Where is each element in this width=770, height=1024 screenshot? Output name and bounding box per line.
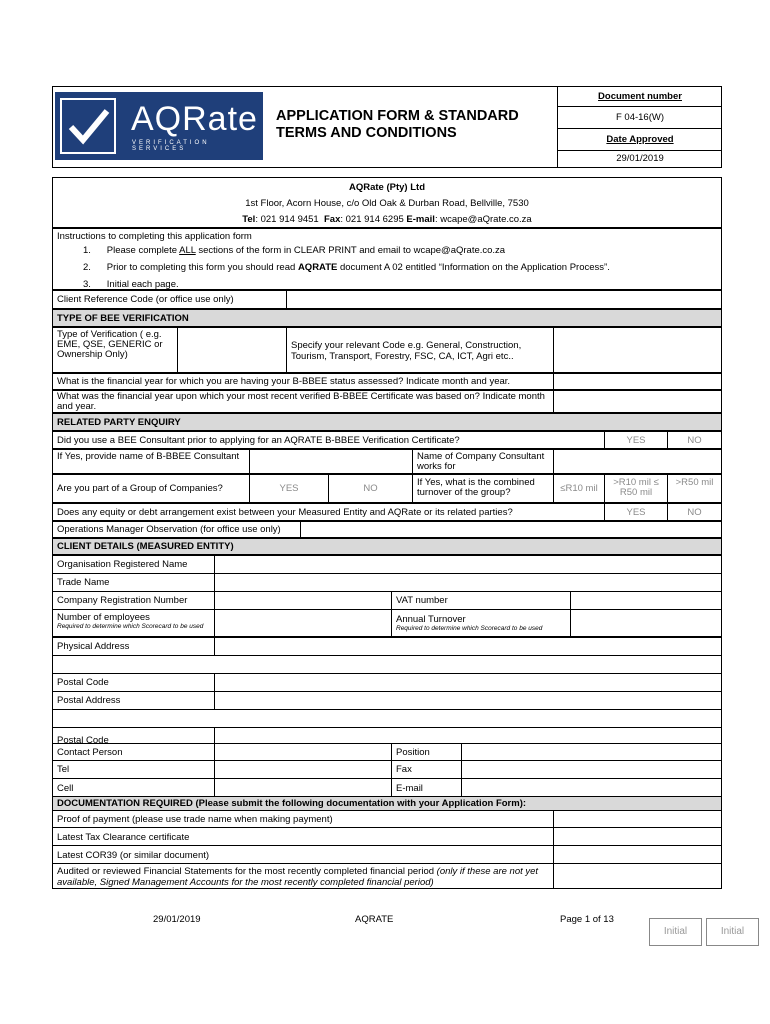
tel-label: Tel xyxy=(52,760,215,779)
document-title: APPLICATION FORM & STANDARD TERMS AND CONDITIONS xyxy=(276,108,519,141)
consultant-name-field[interactable] xyxy=(249,449,413,474)
position-label: Position xyxy=(391,743,462,761)
group-no-option[interactable]: NO xyxy=(328,474,413,503)
proof-payment-label: Proof of payment (please use trade name when making payment) xyxy=(52,810,554,828)
bee-heading: TYPE OF BEE VERIFICATION xyxy=(52,309,722,327)
doc-number: F 04-16(W) xyxy=(558,107,722,129)
turnover-option-2[interactable]: >R10 mil ≤ R50 mil xyxy=(604,474,668,503)
tax-clearance-field[interactable] xyxy=(553,827,722,846)
cor39-label: Latest COR39 (or similar document) xyxy=(52,845,554,864)
financial-year-question: What is the financial year for which you are having your B-BBEE status assessed? Indicate month and year. xyxy=(52,373,554,390)
date-approved: 29/01/2019 xyxy=(616,153,664,164)
turnover-option-1[interactable]: ≤R10 mil xyxy=(553,474,605,503)
contact-person-label: Contact Person xyxy=(52,743,215,761)
fax-field[interactable] xyxy=(461,760,722,779)
trade-name-label: Trade Name xyxy=(52,573,215,592)
consultant-no-option[interactable]: NO xyxy=(667,431,722,449)
code-label: Specify your relevant Code e.g. General, Construction, Tourism, Transport, Forestry, FSC, CA, ICT, Agri etc.. xyxy=(286,327,554,373)
org-name-label: Organisation Registered Name xyxy=(52,555,215,574)
reg-number-field[interactable] xyxy=(214,591,392,610)
ops-observation-label: Operations Manager Observation (for office use only) xyxy=(52,521,301,538)
logo-text: AQRate xyxy=(131,100,258,138)
physical-address-line-2[interactable] xyxy=(52,655,722,674)
physical-address-label: Physical Address xyxy=(52,637,215,656)
group-question: Are you part of a Group of Companies? xyxy=(52,474,250,503)
instruction-1: 1. Please complete ALL sections of the form in CLEAR PRINT and email to wcape@aQrate.co.za xyxy=(83,245,506,256)
consultant-company-field[interactable] xyxy=(553,449,722,474)
cell-label: Cell xyxy=(52,778,215,797)
proof-payment-field[interactable] xyxy=(553,810,722,828)
turnover-question: If Yes, what is the combined turnover of the group? xyxy=(412,474,554,503)
reg-number-label: Company Registration Number xyxy=(52,591,215,610)
equity-yes-option[interactable]: YES xyxy=(604,503,668,521)
tel-field[interactable] xyxy=(214,760,392,779)
postal-address-label: Postal Address xyxy=(52,691,215,710)
turnover-option-3[interactable]: >R50 mil xyxy=(667,474,722,503)
instruction-2: 2. Prior to completing this form you should read AQRATE document A 02 entitled “Information on the Application Process”. xyxy=(83,262,610,273)
position-field[interactable] xyxy=(461,743,722,761)
org-name-field[interactable] xyxy=(214,555,722,574)
recent-cert-question: What was the financial year upon which your most recent verified B-BBEE Certificate was based on? Indicate month and year. xyxy=(52,390,554,413)
cell-field[interactable] xyxy=(214,778,392,797)
document-info-box xyxy=(557,86,722,168)
postal-code-label-1: Postal Code xyxy=(52,673,215,692)
contact-person-field[interactable] xyxy=(214,743,392,761)
trade-name-field[interactable] xyxy=(214,573,722,592)
related-party-heading: RELATED PARTY ENQUIRY xyxy=(52,413,722,431)
verification-type-field[interactable] xyxy=(177,327,287,373)
group-yes-option[interactable]: YES xyxy=(249,474,329,503)
instructions xyxy=(52,228,722,290)
financial-statements-label: Audited or reviewed Financial Statements for the most recently completed financial period (only if these are not yet available, Signed Management Accounts for the most recently completed financial period) xyxy=(52,863,554,889)
aqrate-logo xyxy=(55,92,263,160)
recent-cert-field[interactable] xyxy=(553,390,722,413)
vat-label: VAT number xyxy=(391,591,571,610)
date-approved-label: Date Approved xyxy=(558,129,722,151)
initial-box-2[interactable]: Initial xyxy=(706,918,759,946)
company-info: AQRate (Pty) Ltd 1st Floor, Acorn House, c/o Old Oak & Durban Road, Bellville, 7530 Tel: 021 914 9451 Fax: 021 914 6295 E-mail: wcape@aQrate.co.za xyxy=(52,177,722,228)
initial-box-1[interactable]: Initial xyxy=(649,918,702,946)
consultant-name-label: If Yes, provide name of B-BBEE Consultant xyxy=(52,449,250,474)
tax-clearance-label: Latest Tax Clearance certificate xyxy=(52,827,554,846)
postal-code-field-1[interactable] xyxy=(214,673,722,692)
vat-field[interactable] xyxy=(570,591,722,610)
footer-page: Page 1 of 13 xyxy=(560,914,614,925)
postal-address-field[interactable] xyxy=(214,691,722,710)
verification-type-label: Type of Verification ( e.g. EME, QSE, GENERIC or Ownership Only) xyxy=(52,327,178,373)
postal-code-field-2[interactable] xyxy=(214,727,722,744)
instruction-3: 3. Initial each page. xyxy=(83,279,179,290)
postal-code-label-2: Postal Code xyxy=(52,727,215,744)
logo-subtext: VERIFICATION SERVICES xyxy=(132,140,210,152)
financial-statements-field[interactable] xyxy=(553,863,722,889)
turnover-label: Annual Turnover Required to determine which Scorecard to be used xyxy=(391,609,571,637)
email-label: E-mail xyxy=(391,778,462,797)
fax-label: Fax xyxy=(391,760,462,779)
equity-question: Does any equity or debt arrangement exist between your Measured Entity and AQRate or its related parties? xyxy=(52,503,605,521)
footer-center: AQRATE xyxy=(355,914,394,925)
client-details-heading: CLIENT DETAILS (MEASURED ENTITY) xyxy=(52,538,722,555)
client-ref-field[interactable] xyxy=(286,290,722,309)
consultant-question: Did you use a BEE Consultant prior to applying for an AQRATE B-BBEE Verification Certificate? xyxy=(52,431,605,449)
cor39-field[interactable] xyxy=(553,845,722,864)
financial-year-field[interactable] xyxy=(553,373,722,390)
turnover-field[interactable] xyxy=(570,609,722,637)
checkmark-icon xyxy=(60,98,116,154)
employees-field[interactable] xyxy=(214,609,392,637)
physical-address-field[interactable] xyxy=(214,637,722,656)
doc-number-label: Document number xyxy=(558,86,722,107)
email-field[interactable] xyxy=(461,778,722,797)
code-field[interactable] xyxy=(553,327,722,373)
postal-address-line-2[interactable] xyxy=(52,709,722,728)
footer-date: 29/01/2019 xyxy=(153,914,201,925)
equity-no-option[interactable]: NO xyxy=(667,503,722,521)
consultant-company-label: Name of Company Consultant works for xyxy=(412,449,554,474)
employees-label: Number of employees Required to determine which Scorecard to be used xyxy=(52,609,215,637)
client-ref-label: Client Reference Code (or office use only) xyxy=(52,290,287,309)
consultant-yes-option[interactable]: YES xyxy=(604,431,668,449)
instructions-heading: Instructions to completing this application form xyxy=(57,231,252,242)
ops-observation-field[interactable] xyxy=(300,521,722,538)
documentation-heading: DOCUMENTATION REQUIRED (Please submit the following documentation with your Application Form): xyxy=(52,796,722,811)
